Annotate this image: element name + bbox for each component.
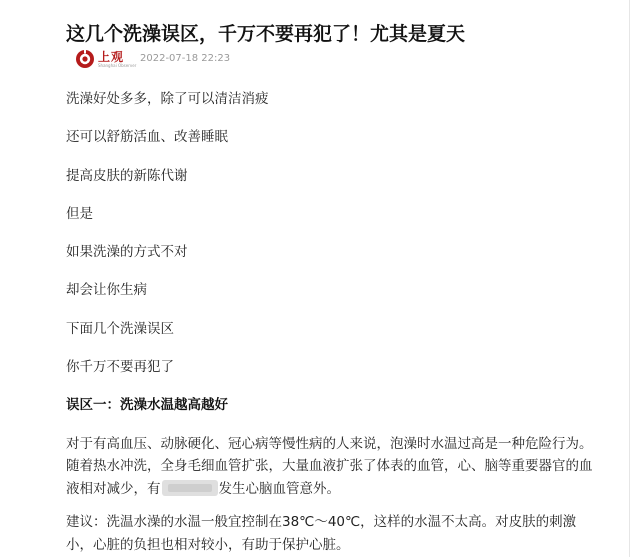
section-paragraph: [66, 433, 596, 501]
source-logo-text: 上观: [98, 50, 125, 64]
intro-line: 下面几个洗澡误区: [66, 320, 174, 337]
source-logo-icon: [75, 49, 95, 69]
paragraph-text: 对于有高血压、动脉硬化、冠心病等慢性病的人来说，泡澡时水温过高是一种危险行为。随着热水冲洗，全身毛细血管扩张，大量血液扩张了体表的血管，心、脑等重要器官的血液相对减少，有: [66, 435, 593, 497]
source-logo[interactable]: [74, 47, 137, 71]
page-edge-divider: [629, 0, 630, 557]
intro-line: 还可以舒筋活血、改善睡眠: [66, 129, 228, 146]
intro-line: 你千万不要再犯了: [66, 359, 174, 376]
intro-line: 但是: [66, 205, 93, 222]
intro-line: 如果洗澡的方式不对: [66, 244, 188, 261]
article-meta: [74, 47, 574, 71]
article-body: [66, 80, 596, 556]
intro-line: 却会让你生病: [66, 282, 147, 299]
source-logo-subtext: Shanghai Observer: [98, 63, 137, 68]
blurred-text-overlay: [162, 480, 218, 496]
publish-timestamp: 2022-07-18 22:23: [140, 53, 231, 64]
intro-line: 洗澡好处多多，除了可以清洁消疲: [66, 91, 269, 107]
section-heading: 误区一：洗澡水温越高越好: [66, 397, 228, 414]
paragraph-text: 发生心脑血管意外。: [218, 480, 340, 497]
suggestion-paragraph: 建议：洗温水澡的水温一般宜控制在38℃～40℃，这样的水温不太高。对皮肤的刺激小，心脏的负担也相对较小，有助于保护心脏。: [66, 514, 577, 553]
intro-line: 提高皮肤的新陈代谢: [66, 167, 188, 184]
article-title: 这几个洗澡误区，千万不要再犯了！尤其是夏天: [66, 23, 466, 45]
